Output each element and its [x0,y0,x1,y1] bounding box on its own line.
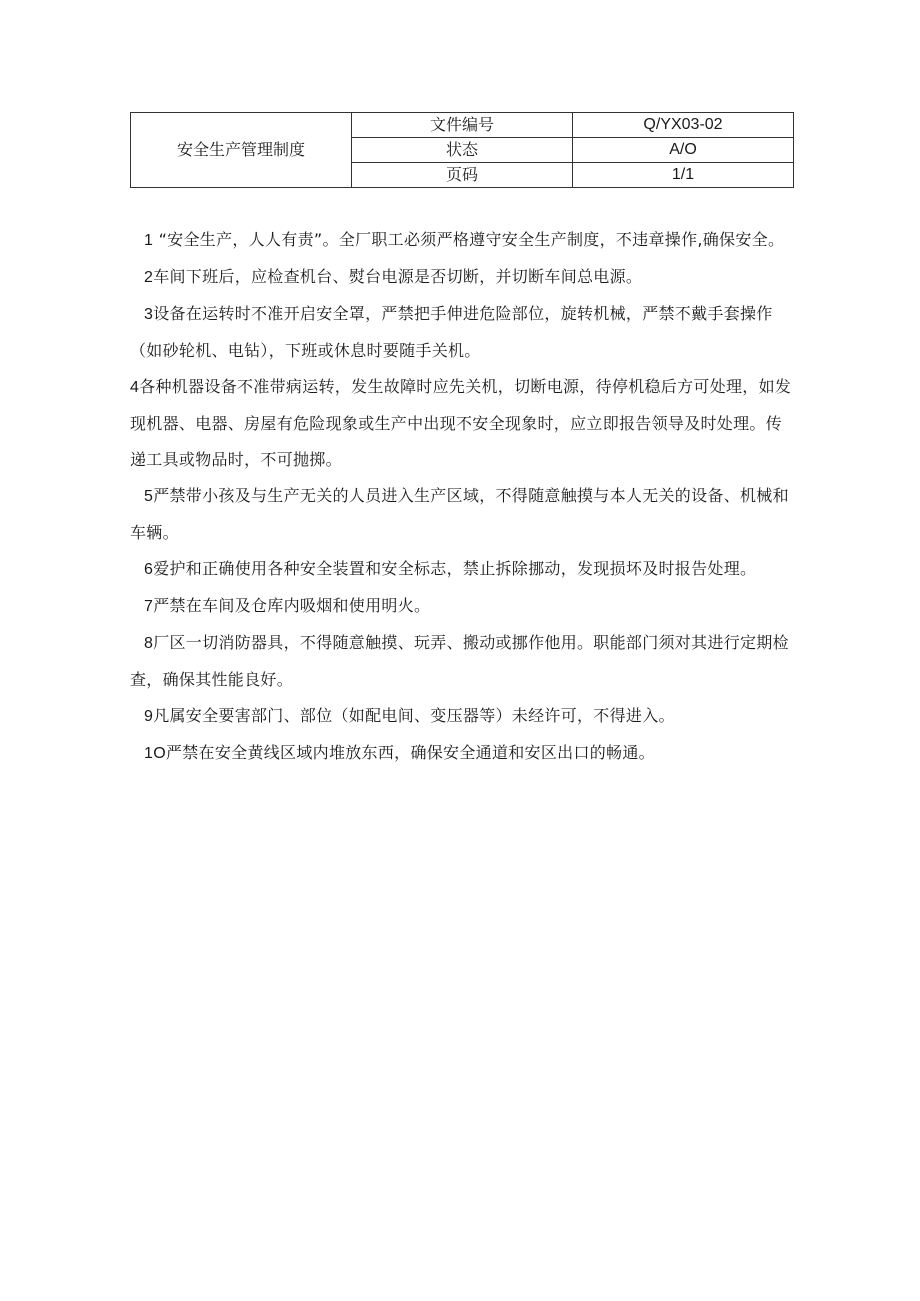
item-text: 严禁在车间及仓库内吸烟和使用明火。 [153,596,431,615]
regulation-item-8 [130,625,792,698]
page-value: 1/1 [573,163,794,188]
item-text: 各种机器设备不准带病运转，发生故障时应先关机，切断电源，待停机稳后方可处理，如发现机器、电器、房屋有危险现象或生产中出现不安全现象时，应立即报告领导及时处理。传递工具或物品时，不可抛掷。 [130,377,792,469]
regulation-item-5 [130,478,792,551]
item-text: 严禁带小孩及与生产无关的人员进入生产区域，不得随意触摸与本人无关的设备、机械和车辆。 [130,486,789,542]
regulation-item-7 [130,588,792,625]
item-number: 3 [144,306,154,323]
item-text: 凡属安全要害部门、部位（如配电间、变压器等）未经许可，不得进入。 [153,706,675,725]
status-label: 状态 [352,138,573,163]
item-text: 设备在运转时不准开启安全罩，严禁把手伸进危险部位，旋转机械，严禁不戴手套操作（如砂轮机、电钻），下班或休息时要随手关机。 [130,304,773,360]
regulation-item-2 [130,259,792,296]
item-text: 严禁在安全黄线区域内堆放东西，确保安全通道和安区出口的畅通。 [165,743,655,762]
item-number: 6 [144,561,154,578]
item-number: 1 [144,232,154,249]
item-number: 8 [144,635,154,652]
item-number: 9 [144,708,154,725]
regulation-item-6 [130,551,792,588]
item-number: 7 [144,598,154,615]
item-text: “安全生产，人人有责”。全厂职工必须严格遵守安全生产制度，不违章操作,确保安全。 [153,230,785,249]
item-number: 5 [144,488,154,505]
document-title: 安全生产管理制度 [131,113,352,188]
regulation-item-1 [130,222,792,259]
page-label: 页码 [352,163,573,188]
item-number: 1O [144,745,166,762]
item-number: 4 [130,379,140,396]
document-header-table [130,112,794,188]
item-text: 爱护和正确使用各种安全装置和安全标志，禁止拆除挪动，发现损坏及时报告处理。 [153,559,757,578]
item-text: 车间下班后，应检查机台、熨台电源是否切断，并切断车间总电源。 [153,267,643,286]
regulation-list [130,222,792,772]
regulation-item-10 [130,735,792,772]
regulation-item-4 [130,369,792,478]
file-number-value: Q/YX03-02 [573,113,794,138]
file-number-label: 文件编号 [352,113,573,138]
item-text: 厂区一切消防器具，不得随意触摸、玩弄、搬动或挪作他用。职能部门须对其进行定期检查，确保其性能良好。 [130,633,789,689]
status-value: A/O [573,138,794,163]
regulation-item-9 [130,698,792,735]
regulation-item-3 [130,296,792,369]
header-row-file-number [131,113,794,138]
item-number: 2 [144,269,154,286]
